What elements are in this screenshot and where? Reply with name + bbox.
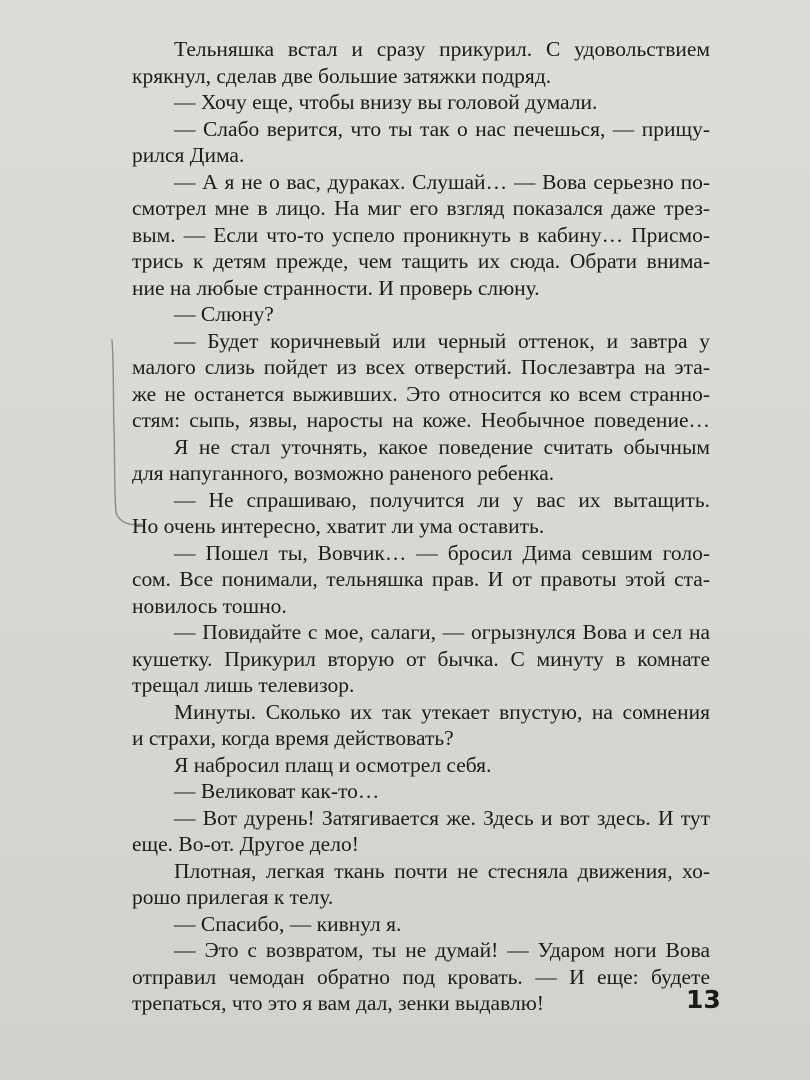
text-line: — Великоват как-то… (174, 779, 380, 803)
text-line: сом. Все понимали, тельняшка прав. И от правоты этой ста- (132, 567, 710, 591)
text-line: — Вот дурень! Затягивается же. Здесь и вот здесь. И тут (174, 805, 710, 830)
page-number: 13 (686, 985, 721, 1014)
text-line: Плотная, легкая ткань почти не стесняла движения, хо- (174, 858, 710, 883)
text-line: вым. — Если что-то успело проникнуть в кабину… Присмо- (132, 222, 710, 247)
text-line: для напуганного, возможно раненого ребенка. (132, 461, 555, 485)
text-line: Я не стал уточнять, какое поведение считать обычным (174, 434, 710, 459)
text-line: — Не спрашиваю, получится ли у вас их вытащить. (174, 487, 710, 512)
text-line: Тельняшка встал и сразу прикурил. С удовольствием (174, 37, 710, 61)
text-line: еще. Во-от. Другое дело! (132, 832, 359, 856)
text-line: и страхи, когда время действовать? (132, 726, 454, 750)
text-line: Но очень интересно, хватит ли ума оставить. (132, 514, 545, 538)
text-line: трись к детям прежде, чем тащить их сюда. Обрати внима- (132, 249, 710, 273)
text-line: — Слюну? (174, 302, 274, 326)
text-line: — Слабо верится, что ты так о нас печешься, — прищу- (174, 116, 710, 141)
text-line: — Это с возвратом, ты не думай! — Ударом ноги Вова (174, 938, 710, 962)
text-line: Я набросил плащ и осмотрел себя. (174, 752, 492, 777)
text-line: — Будет коричневый или черный оттенок, и завтра у (174, 328, 710, 353)
text-line: кушетку. Прикурил вторую от бычка. С минуту в комнате (132, 646, 710, 671)
text-line: — Пошел ты, Вовчик… — бросил Дима севшим голо- (174, 540, 710, 565)
text-line: отправил чемодан обратно под кровать. — И еще: будете (132, 964, 710, 989)
text-line: новилось тошно. (132, 593, 287, 618)
text-line: рился Дима. (132, 143, 245, 167)
text-line: — Повидайте с мое, салаги, — огрызнулся Вова и сел на (174, 620, 710, 644)
text-line: — А я не о вас, дураках. Слушай… — Вова серьезно по- (174, 169, 710, 194)
text-line: ние на любые странности. И проверь слюну. (132, 275, 540, 300)
text-line: смотрел мне в лицо. На миг его взгляд показался даже трез- (132, 196, 710, 220)
text-line: крякнул, сделав две большие затяжки подряд. (132, 63, 552, 88)
text-line: — Спасибо, — кивнул я. (174, 911, 402, 936)
text-line: же не останется выживших. Это относится ко всем странно- (132, 381, 710, 406)
text-line: Минуты. Сколько их так утекает впустую, на сомнения (174, 699, 710, 724)
text-line: стям: сыпь, язвы, наросты на коже. Необычное поведение… (132, 408, 710, 432)
text-line: рошо прилегая к телу. (132, 885, 334, 909)
text-line: малого слизь пойдет из всех отверстий. Послезавтра на эта- (132, 355, 710, 379)
body-text (132, 36, 710, 1017)
text-line: — Хочу еще, чтобы внизу вы головой думали. (174, 90, 598, 114)
text-line: трепаться, что это я вам дал, зенки выдавлю! (132, 991, 544, 1015)
text-line: трещал лишь телевизор. (132, 673, 355, 697)
